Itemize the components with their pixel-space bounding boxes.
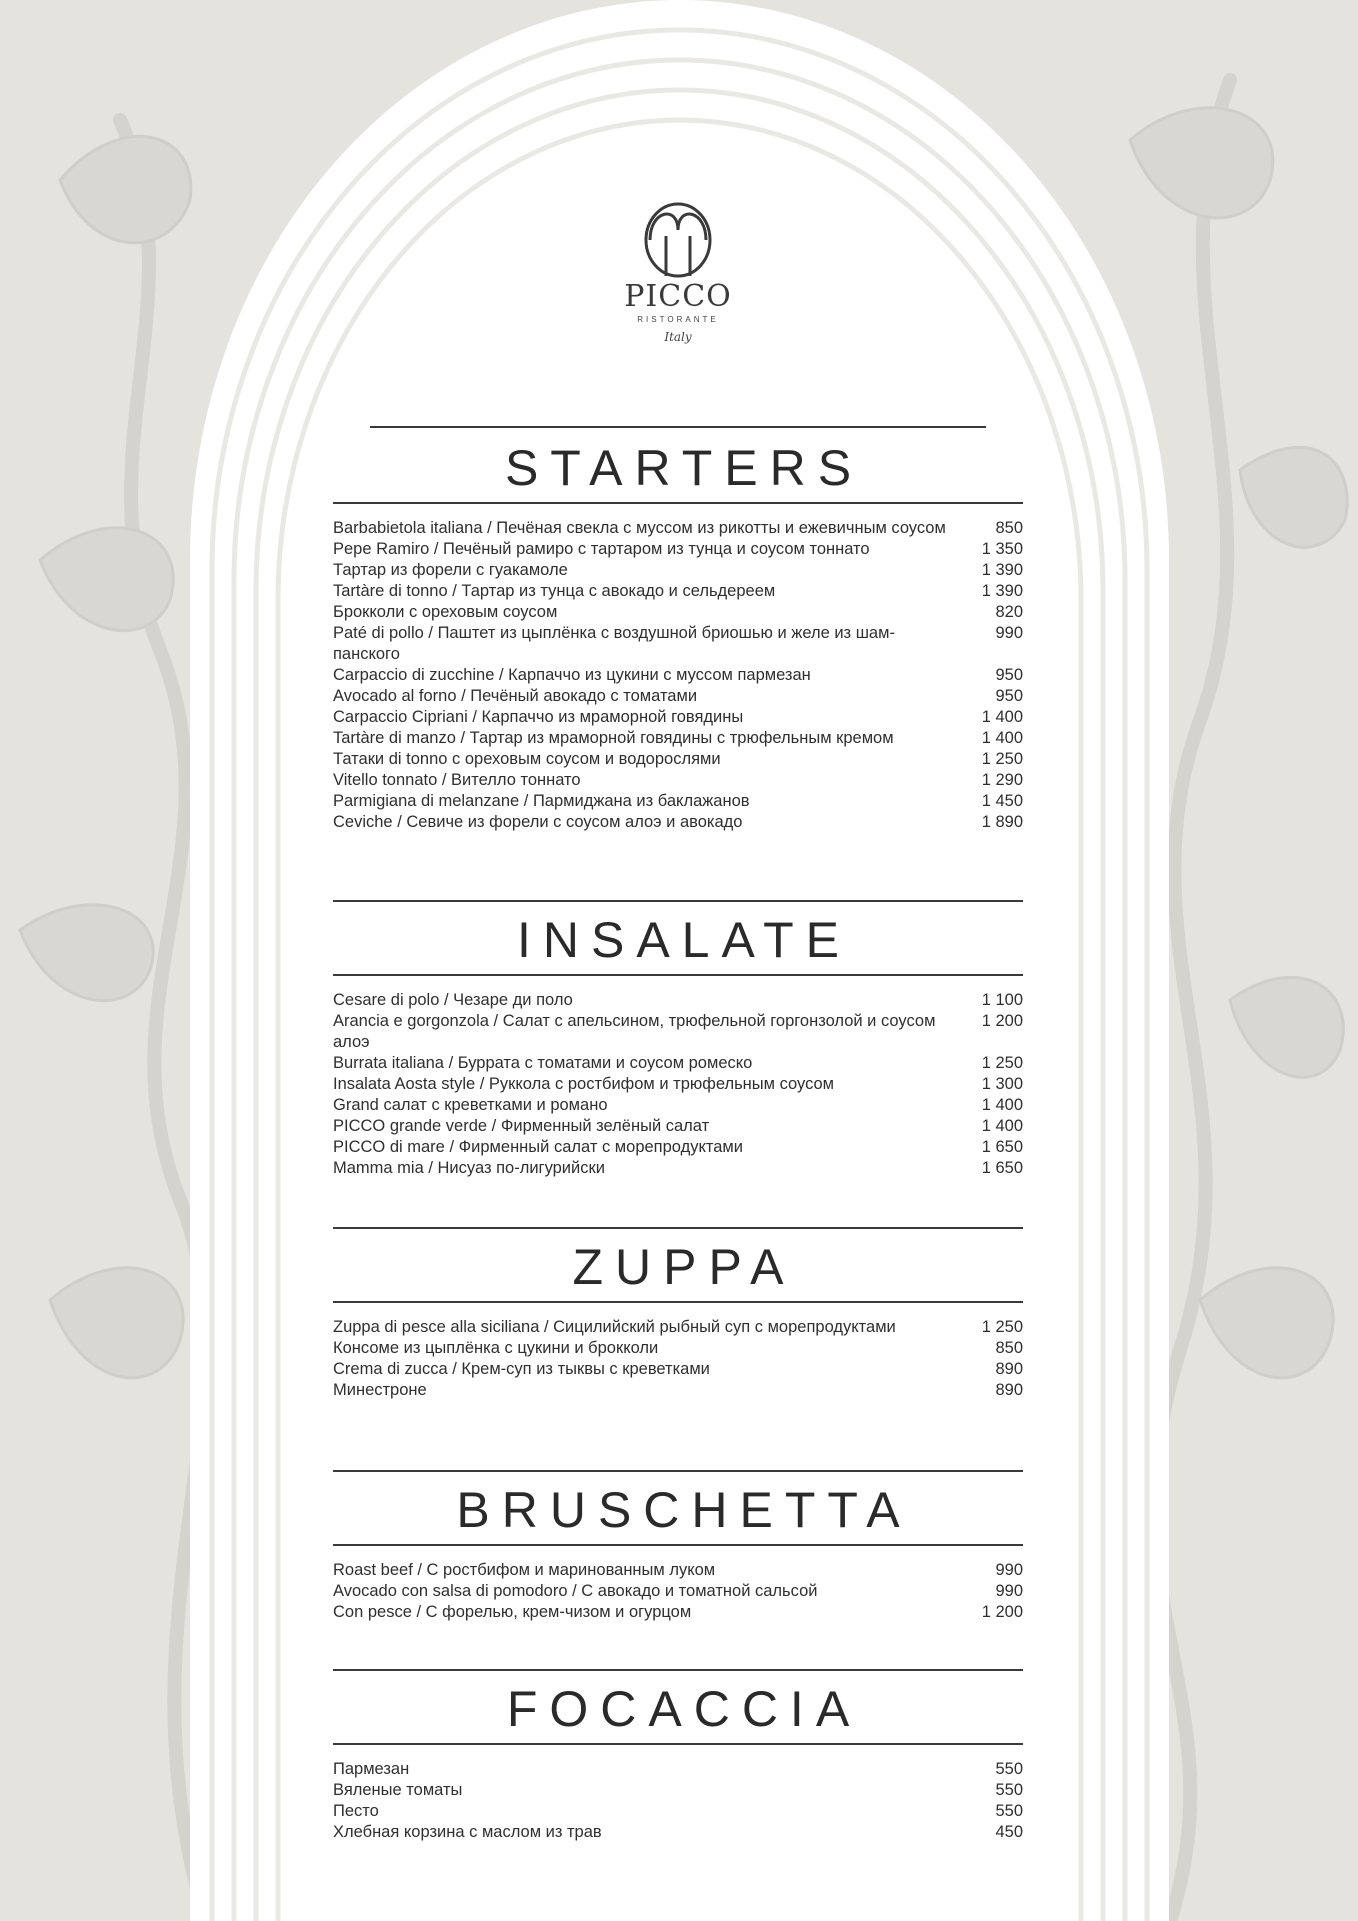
menu-item-price: 550	[995, 1781, 1023, 1799]
section-rule-top	[333, 900, 1023, 902]
menu-item-name: Татаки di tonno с ореховым соусом и водорослями	[333, 750, 721, 768]
menu-item-name: Avocado al forno / Печёный авокадо с томатами	[333, 687, 698, 705]
menu-item-price: 1 250	[981, 1054, 1023, 1072]
menu-item-name: Вяленые томаты	[333, 1781, 463, 1799]
menu-item-price: 1 350	[981, 540, 1023, 558]
menu-item-price: 850	[995, 1339, 1023, 1357]
menu-item-name: Хлебная корзина с маслом из трав	[333, 1823, 602, 1841]
menu-item-name: Тартар из форели с гуакамоле	[333, 561, 568, 579]
menu-item	[333, 791, 1023, 812]
section-rule-top	[333, 1470, 1023, 1472]
section-rule-bottom	[333, 502, 1023, 504]
menu-item-name: Burrata italiana / Буррата с томатами и соусом ромеско	[333, 1054, 753, 1072]
menu-item-price: 1 400	[981, 729, 1023, 747]
menu-item	[333, 1158, 1023, 1179]
menu-item	[333, 812, 1023, 833]
menu-item-name: Paté di pollo / Паштет из цыплёнка с воздушной бриошью и желе из шам-панского	[333, 624, 895, 663]
menu-item	[333, 1759, 1023, 1780]
section-title: BRUSCHETTA	[456, 1482, 912, 1538]
menu-item-name: Минестроне	[333, 1381, 427, 1399]
menu-item-name: Cesare di polo / Чезаре ди поло	[333, 991, 573, 1009]
menu-item-name: Tartàre di manzo / Тартар из мраморной говядины с трюфельным кремом	[333, 729, 894, 747]
section-rule-top	[333, 1669, 1023, 1671]
menu-item	[333, 1602, 1023, 1623]
section-zuppa	[333, 1227, 1023, 1401]
menu-item-name: Carpaccio Cipriani / Карпаччо из мраморной говядины	[333, 708, 744, 726]
menu-item	[333, 990, 1023, 1011]
menu-item	[333, 1801, 1023, 1822]
menu-item-price: 550	[995, 1802, 1023, 1820]
section-rule-bottom	[333, 1544, 1023, 1546]
menu-item	[333, 1011, 1023, 1053]
menu-item-name: Vitello tonnato / Вителло тоннато	[333, 771, 581, 789]
menu-item	[333, 686, 1023, 707]
menu-item	[333, 1338, 1023, 1359]
menu-item	[333, 560, 1023, 581]
menu-item-price: 990	[995, 1561, 1023, 1579]
menu-list	[333, 518, 1023, 833]
menu-item-name: Crema di zucca / Крем-суп из тыквы с креветками	[333, 1360, 710, 1378]
menu-item-price: 950	[995, 687, 1023, 705]
menu-item-price: 990	[995, 1582, 1023, 1600]
section-rule-top	[333, 1227, 1023, 1229]
menu-list	[333, 1317, 1023, 1401]
menu-item-price: 820	[995, 603, 1023, 621]
menu-item	[333, 665, 1023, 686]
section-title: ZUPPA	[572, 1239, 796, 1295]
section-focaccia	[333, 1669, 1023, 1843]
menu-item-price: 1 400	[981, 1117, 1023, 1135]
menu-item-price: 990	[995, 624, 1023, 642]
menu-item-price: 1 400	[981, 708, 1023, 726]
menu-item-name: Брокколи с ореховым соусом	[333, 603, 558, 621]
menu-list	[333, 1759, 1023, 1843]
menu-item-price: 550	[995, 1760, 1023, 1778]
menu-item	[333, 728, 1023, 749]
menu-item-price: 1 400	[981, 1096, 1023, 1114]
menu-item-name: Tartàre di tonno / Тартар из тунца с авокадо и сельдереем	[333, 582, 776, 600]
section-rule-top	[370, 426, 986, 428]
menu-item-price: 1 250	[981, 1318, 1023, 1336]
menu-item-name: Pepe Ramiro / Печёный рамиро с тартаром из тунца и соусом тоннато	[333, 540, 870, 558]
menu-list	[333, 990, 1023, 1179]
menu-item-name: Barbabietola italiana / Печёная свекла с муссом из рикотты и ежевичным соусом	[333, 519, 946, 537]
menu-item-price: 890	[995, 1381, 1023, 1399]
menu-item-price: 1 450	[981, 792, 1023, 810]
menu-item	[333, 1053, 1023, 1074]
menu-item-name: Carpaccio di zucchine / Карпаччо из цукини с муссом пармезан	[333, 666, 811, 684]
brand-tagline: Italy	[664, 330, 692, 344]
section-rule-bottom	[333, 1743, 1023, 1745]
section-title: INSALATE	[516, 912, 852, 968]
menu-item-price: 850	[995, 519, 1023, 537]
menu-item-name: Avocado con salsa di pomodoro / С авокадо и томатной сальсой	[333, 1582, 818, 1600]
menu-item-price: 1 390	[981, 582, 1023, 600]
menu-item-price: 1 890	[981, 813, 1023, 831]
menu-item-name: PICCO di mare / Фирменный салат с морепродуктами	[333, 1138, 743, 1156]
menu-item-price: 1 100	[981, 991, 1023, 1009]
menu-item-price: 1 650	[981, 1159, 1023, 1177]
menu-item-price: 1 300	[981, 1075, 1023, 1093]
menu-item-price: 1 650	[981, 1138, 1023, 1156]
section-rule-bottom	[333, 974, 1023, 976]
menu-item-name: Zuppa di pesce alla siciliana / Сицилийский рыбный суп с морепродуктами	[333, 1318, 896, 1336]
brand-logo	[333, 200, 1023, 346]
menu-item	[333, 602, 1023, 623]
menu-list	[333, 1560, 1023, 1623]
menu-item-price: 1 250	[981, 750, 1023, 768]
menu-item	[333, 1095, 1023, 1116]
section-insalate	[333, 900, 1023, 1179]
picco-emblem-icon	[638, 200, 718, 280]
menu-item	[333, 749, 1023, 770]
menu-item-name: Con pesce / С форелью, крем-чизом и огурцом	[333, 1603, 692, 1621]
menu-item-name: Консоме из цыплёнка с цукини и брокколи	[333, 1339, 659, 1357]
menu-item	[333, 1560, 1023, 1581]
menu-item-name: Mamma mia / Нисуаз по-лигурийски	[333, 1159, 605, 1177]
menu-item	[333, 539, 1023, 560]
menu-item	[333, 1137, 1023, 1158]
menu-item-price: 1 290	[981, 771, 1023, 789]
menu-item	[333, 581, 1023, 602]
menu-item-price: 450	[995, 1823, 1023, 1841]
menu-item	[333, 770, 1023, 791]
menu-item-name: PICCO grande verde / Фирменный зелёный салат	[333, 1117, 710, 1135]
menu-item-name: Пармезан	[333, 1760, 410, 1778]
menu-item	[333, 518, 1023, 539]
menu-item	[333, 1116, 1023, 1137]
section-bruschetta	[333, 1470, 1023, 1623]
menu-item-price: 1 200	[981, 1603, 1023, 1621]
menu-item-price: 1 200	[981, 1012, 1023, 1030]
section-rule-bottom	[333, 1301, 1023, 1303]
menu-item	[333, 623, 1023, 665]
menu-item-name: Parmigiana di melanzane / Пармиджана из баклажанов	[333, 792, 750, 810]
menu-item	[333, 1317, 1023, 1338]
menu-item-name: Arancia e gorgonzola / Салат с апельсином, трюфельной горгонзолой и соусом алоэ	[333, 1012, 936, 1051]
menu-item-name: Песто	[333, 1802, 379, 1820]
menu-content	[333, 0, 1023, 1921]
menu-item-name: Roast beef / С ростбифом и маринованным луком	[333, 1561, 716, 1579]
section-title: FOCACCIA	[506, 1681, 862, 1737]
menu-item	[333, 1380, 1023, 1401]
section-starters	[333, 426, 1023, 833]
menu-item-price: 950	[995, 666, 1023, 684]
menu-item-price: 1 390	[981, 561, 1023, 579]
menu-item-name: Grand салат с креветками и романо	[333, 1096, 608, 1114]
menu-item	[333, 707, 1023, 728]
menu-item	[333, 1780, 1023, 1801]
section-title: STARTERS	[504, 440, 864, 496]
menu-item-name: Insalata Aosta style / Руккола с ростбифом и трюфельным соусом	[333, 1075, 835, 1093]
brand-subtitle: RISTORANTE	[637, 315, 719, 324]
menu-item	[333, 1581, 1023, 1602]
menu-item	[333, 1074, 1023, 1095]
menu-item	[333, 1822, 1023, 1843]
menu-item	[333, 1359, 1023, 1380]
brand-name: PICCO	[624, 279, 732, 314]
menu-item-price: 890	[995, 1360, 1023, 1378]
menu-item-name: Ceviche / Севиче из форели с соусом алоэ и авокадо	[333, 813, 743, 831]
